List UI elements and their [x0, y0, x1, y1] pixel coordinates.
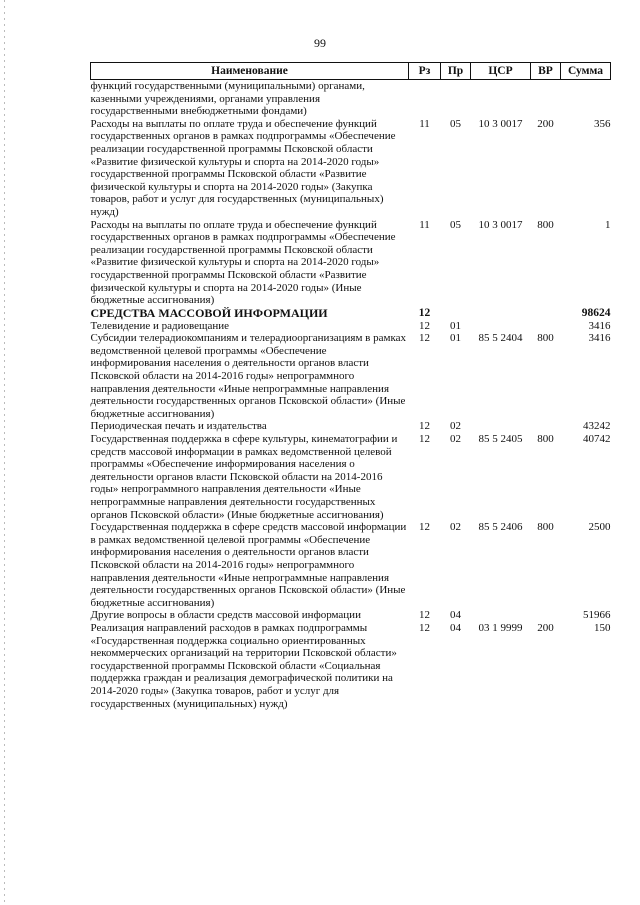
row-pr: 04 [450, 609, 461, 622]
row-sum: 98624 [581, 306, 611, 319]
table-row [91, 80, 611, 118]
row-csr: 85 5 2404 [478, 332, 523, 345]
table-row [91, 609, 611, 622]
row-rz: 11 [419, 218, 430, 231]
row-csr: 85 5 2405 [478, 433, 523, 446]
row-vr [531, 320, 561, 333]
row-pr: 05 [450, 117, 461, 130]
row-vr: 800 [537, 433, 554, 446]
row-pr [441, 307, 471, 320]
table-row [91, 320, 611, 333]
table-header-row [91, 63, 611, 80]
row-name: Реализация направлений расходов в рамках подпрограммы «Государственная поддержка социально ориентированных некоммерческих организаций на территории Псковской области» государственной программы Псковской области «Социальная поддержка граждан и реализация демографической политики на 2014-2020 годы» (Закупка товаров, работ и услуг для государственных (муниципальных) нужд) [90, 621, 397, 710]
row-vr [531, 609, 561, 622]
row-csr [471, 80, 531, 118]
table-row [91, 332, 611, 420]
row-sum: 3416 [588, 319, 611, 332]
row-vr [531, 420, 561, 433]
row-name: Другие вопросы в области средств массовой информации [90, 609, 361, 622]
row-name: Расходы на выплаты по оплате труда и обеспечение функций государственных органов в рамках подпрограммы «Обеспечение реализации государственной программы Псковской области «Развитие физической культуры и спорта на 2014-2020 годы» государственной программы Псковской области «Развитие физической культуры и спорта на 2014-2020 годы» (Закупка товаров, работ и услуг для государственных (муниципальных) нужд) [90, 117, 396, 218]
row-vr [531, 307, 561, 320]
table-row [91, 420, 611, 433]
section-title: СРЕДСТВА МАССОВОЙ ИНФОРМАЦИИ [90, 305, 328, 320]
row-pr: 05 [450, 218, 461, 231]
scan-edge-rule [4, 0, 5, 905]
row-pr: 01 [450, 332, 461, 345]
row-name: Периодическая печать и издательства [90, 420, 267, 433]
header-rz: Рз [409, 63, 441, 80]
row-csr: 10 3 0017 [478, 117, 523, 130]
row-vr [531, 80, 561, 118]
header-vr: ВР [531, 63, 561, 80]
row-pr: 02 [450, 521, 461, 534]
row-sum: 43242 [583, 420, 611, 433]
row-rz [409, 80, 441, 118]
header-csr: ЦСР [471, 63, 531, 80]
row-csr [471, 420, 531, 433]
row-name: Телевидение и радиовещание [90, 319, 230, 332]
row-pr: 02 [450, 420, 461, 433]
row-csr [471, 307, 531, 320]
row-csr: 03 1 9999 [478, 621, 523, 634]
row-csr: 85 5 2406 [478, 521, 523, 534]
budget-table [90, 62, 611, 710]
row-sum: 150 [594, 621, 611, 634]
header-sum: Сумма [561, 63, 611, 80]
row-vr: 800 [537, 521, 554, 534]
row-name: Расходы на выплаты по оплате труда и обеспечение функций государственных органов в рамках подпрограммы «Обеспечение реализации государственной программы Псковской области «Развитие физической культуры и спорта на 2014-2020 годы» государственной программы Псковской области «Развитие физической культуры и спорта на 2014-2020 годы» (Иные бюджетные ассигнования) [90, 218, 396, 307]
row-pr [441, 80, 471, 118]
row-name: Государственная поддержка в сфере средств массовой информации в рамках ведомственной целевой программы «Обеспечение информирования населения о деятельности органов власти Псковской области на 2014-2016 годы» непрограммного направления деятельности «Иные непрограммные направления деятельности государственных органов Псковской области» (Иные бюджетные ассигнования) [90, 521, 407, 609]
row-vr: 800 [537, 332, 554, 345]
row-rz: 12 [419, 609, 430, 622]
table-row [91, 622, 611, 710]
row-rz: 12 [419, 332, 430, 345]
table-body [91, 80, 611, 711]
row-sum: 40742 [583, 433, 611, 446]
row-rz: 12 [419, 433, 430, 446]
row-sum: 51966 [583, 609, 611, 622]
row-rz: 12 [419, 621, 430, 634]
row-rz: 12 [419, 319, 430, 332]
row-name: функций государственными (муниципальными) органами, казенными учреждениями, органами управления государственными внебюджетными фондами) [90, 80, 365, 118]
header-pr: Пр [441, 63, 471, 80]
row-rz: 11 [419, 117, 430, 130]
row-sum [561, 80, 611, 118]
row-vr: 200 [537, 117, 554, 130]
row-pr: 01 [450, 319, 461, 332]
row-name: Субсидии телерадиокомпаниям и телерадиоорганизациям в рамках ведомственной целевой программы «Обеспечение информирования населения о деятельности органов власти Псковской области на 2014-2016 годы» непрограммного направления деятельности «Иные непрограммные направления деятельности государственных органов Псковской области» (Иные бюджетные ассигнования) [90, 332, 407, 420]
row-sum: 2500 [588, 521, 611, 534]
row-sum: 356 [594, 117, 611, 130]
row-csr: 10 3 0017 [478, 218, 523, 231]
row-sum: 3416 [588, 332, 611, 345]
row-rz: 12 [418, 306, 431, 319]
row-rz: 12 [419, 420, 430, 433]
table-row [91, 219, 611, 307]
row-pr: 02 [450, 433, 461, 446]
row-vr: 200 [537, 621, 554, 634]
table-row [91, 118, 611, 219]
row-name: Государственная поддержка в сфере культуры, кинематографии и средств массовой информации в рамках ведомственной целевой программы «Обеспечение информирования населения о деятельности органов власти Псковской области на 2014-2016 годы» непрограммного направления деятельности «Иные непрограммные направления деятельности государственных органов Псковской области» (Иные бюджетные ассигнования) [90, 433, 398, 521]
section-row [91, 307, 611, 320]
budget-table-container [90, 62, 610, 710]
page-number: 99 [314, 36, 326, 50]
row-rz: 12 [419, 521, 430, 534]
row-vr: 800 [537, 218, 554, 231]
row-csr [471, 320, 531, 333]
row-pr: 04 [450, 621, 461, 634]
table-row [91, 521, 611, 609]
table-row [91, 433, 611, 521]
header-name: Наименование [91, 63, 409, 80]
row-csr [471, 609, 531, 622]
row-sum: 1 [605, 218, 611, 231]
